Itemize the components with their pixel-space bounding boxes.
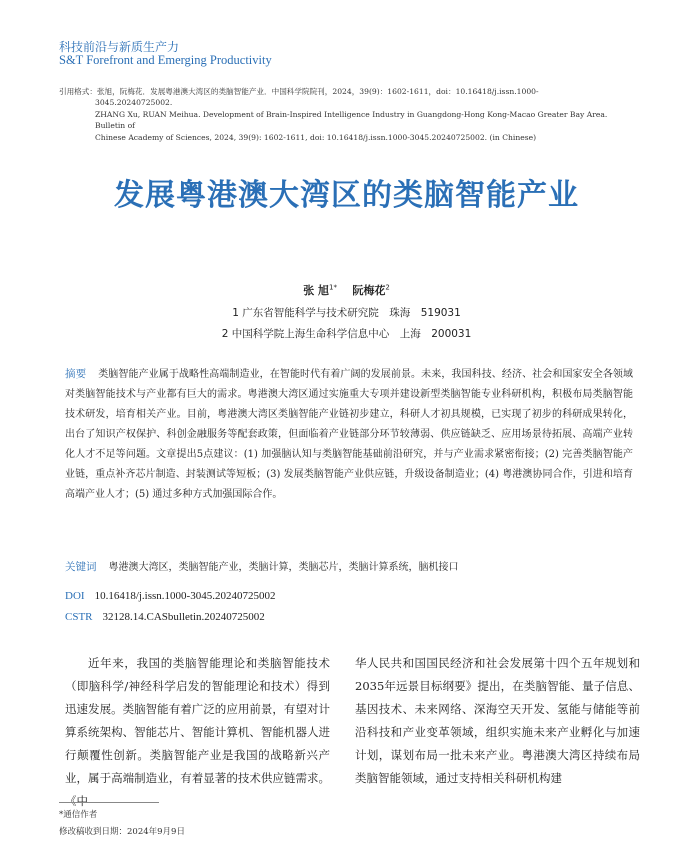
- citation-block: [59, 86, 639, 143]
- author-1-affil: 1*: [329, 283, 337, 292]
- abstract: [65, 364, 633, 505]
- author-1: 张 旭: [303, 284, 330, 297]
- paper-title: 发展粤港澳大湾区的类脑智能产业: [114, 178, 579, 213]
- keywords-text: 粤港澳大湾区，类脑智能产业，类脑计算，类脑芯片，类脑计算系统，脑机接口: [108, 562, 459, 573]
- citation-zh-line2: 3045.20240725002.: [95, 98, 173, 108]
- author-2: 阮梅花: [352, 284, 386, 297]
- author-list: [0, 282, 693, 298]
- cstr-line: [65, 611, 265, 623]
- keywords-label: 关键词: [65, 561, 97, 573]
- footnote-corresponding: *通信作者: [59, 810, 98, 820]
- affiliation-1: 1 广东省智能科学与技术研究院 珠海 519031: [232, 307, 461, 319]
- body-paragraph: 华人民共和国国民经济和社会发展第十四个五年规划和2035年远景目标纲要》提出，在类脑智能、量子信息、基因技术、未来网络、深海空天开发、氢能与储能等前沿科技和产业变革领域，组织实施未来产业孵化与加速计划，谋划布局一批未来产业。粤港澳大湾区持续布局类脑智能领域，通过支持相关科研机构建: [355, 656, 640, 785]
- journal-section-zh: 科技前沿与新质生产力: [59, 40, 180, 54]
- journal-section-en: S&T Forefront and Emerging Productivity: [59, 53, 272, 67]
- keywords: [65, 557, 633, 578]
- body-column-right: [355, 652, 640, 790]
- affiliation-2: 2 中国科学院上海生命科学信息中心 上海 200031: [221, 328, 472, 340]
- body-paragraph: 近年来，我国的类脑智能理论和类脑智能技术（即脑科学/神经科学启发的智能理论和技术）得到迅速发展。类脑智能有着广泛的应用前景，有望对计算系统架构、智能芯片、智能计算机、智能机器人进行颠覆性创新。类脑智能产业是我国的战略新兴产业，属于高端制造业，有着显著的技术供应链需求。《中: [65, 656, 330, 808]
- doi-value[interactable]: 10.16418/j.issn.1000-3045.20240725002: [94, 590, 276, 602]
- footnote-received: 修改稿收到日期：2024年9月9日: [59, 827, 185, 837]
- citation-zh-line1: 引用格式：张旭，阮梅花．发展粤港澳大湾区的类脑智能产业．中国科学院院刊，2024，39(9)：1602-1611，doi：10.16418/j.issn.1000-: [59, 87, 539, 96]
- cstr-value: 32128.14.CASbulletin.20240725002: [102, 611, 265, 623]
- citation-en-line1: ZHANG Xu, RUAN Meihua. Development of Brain-Inspired Intelligence Industry in Guangdong-Hong Kong-Macao Greater Bay Area. Bulletin of: [95, 109, 608, 131]
- cstr-label: CSTR: [65, 611, 93, 623]
- doi-line: [65, 590, 275, 602]
- author-2-affil: 2: [385, 283, 390, 292]
- abstract-text: 类脑智能产业属于战略性高端制造业，在智能时代有着广阔的发展前景。未来，我国科技、经济、社会和国家安全各领域对类脑智能技术与产业都有巨大的需求。粤港澳大湾区通过实施重大专项并建设新型类脑智能专业科研机构，积极布局类脑智能技术研发，培育相关产业。目前，粤港澳大湾区类脑智能产业链初步建立，科研人才初具规模，已实现了初步的科研成果转化，出台了知识产权保护、科创金融服务等配套政策，但面临着产业链部分环节较薄弱、供应链缺乏、应用场景待拓展、高端产业转化人才不足等问题。文章提出5点建议：(1) 加强脑认知与类脑智能基础前沿研究，并与产业需求紧密衔接；(2) 完善类脑智能产业链，重点补齐芯片制造、封装测试等短板；(3) 发展类脑智能产业供应链，升级设备制造业；(4) 粤港澳协同合作，引进和培育高端产业人才；(5) 通过多种方式加强国际合作。: [65, 369, 634, 500]
- abstract-label: 摘要: [65, 368, 87, 380]
- footnote-divider: [59, 802, 159, 803]
- doi-label: DOI: [65, 590, 85, 602]
- citation-en-line2: Chinese Academy of Sciences, 2024, 39(9): 1602-1611, doi: 10.16418/j.issn.1000-3045.20240725002. (in Chinese): [95, 132, 537, 142]
- body-column-left: [65, 652, 330, 813]
